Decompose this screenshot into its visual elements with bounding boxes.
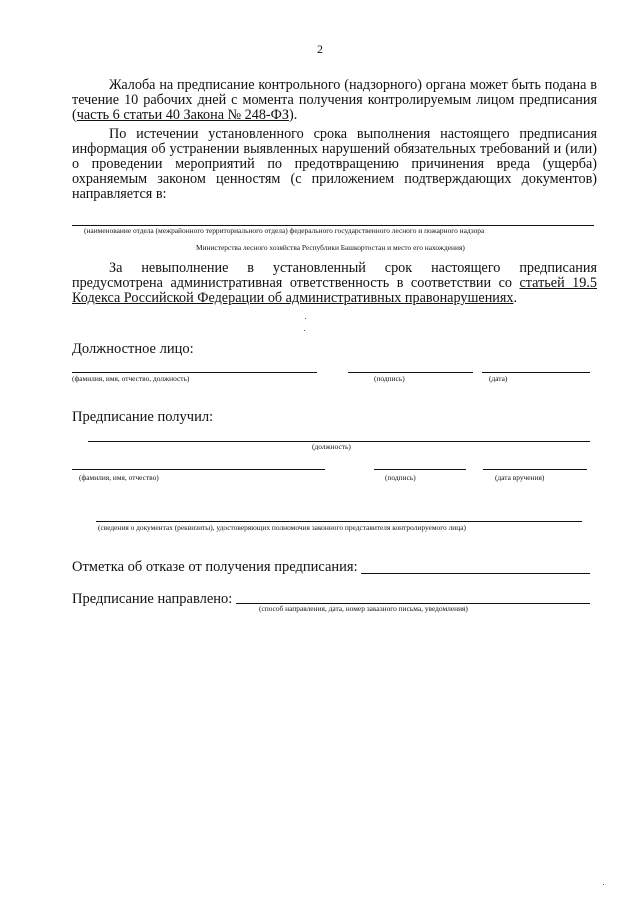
liability-paragraph [72,261,597,306]
sent-label: Предписание направлено: [72,591,233,607]
law-reference-link[interactable]: часть 6 статьи 40 Закона № 248-ФЗ [76,107,289,123]
complaint-paragraph [72,78,597,123]
liability-text: За невыполнение в установленный срок настоящего предписания предусмотрена административная ответственность в соответствии со [72,260,597,291]
received-signature-line[interactable] [374,469,466,470]
official-fio-caption: (фамилия, имя, отчество, должность) [72,374,190,383]
scan-dot [305,318,306,319]
received-fio-caption: (фамилия, имя, отчество) [79,473,159,482]
official-fio-line[interactable] [72,372,317,373]
received-date-caption: (дата вручения) [495,473,545,482]
koap-reference-link[interactable]: статьей 19.5 Кодекса Российской Федерации об административных правонарушениях [72,275,597,306]
department-caption-1: (наименование отдела (межрайонного территориального отдела) федерального государственного лесного и пожарного надзора [84,226,485,235]
refusal-label: Отметка об отказе от получения предписания: [72,559,358,575]
representative-documents-caption: (сведения о документах (реквизиты), удостоверяющих полномочия законного представителя контролируемого лица) [98,523,466,532]
official-signature-line[interactable] [348,372,473,373]
deadline-paragraph: По истечении установленного срока выполнения настоящего предписания информация об устранении выявленных нарушений обязательных требований и (или) о проведении мероприятий по предотвращению причинения вреда (ущерба) охраняемым законом ценностям (с приложением подтверждающих документов) направляется в: [72,126,597,202]
received-label: Предписание получил: [72,409,214,425]
official-signature-caption: (подпись) [374,374,405,383]
scan-dot [603,884,604,885]
scan-dot [304,330,305,331]
complaint-text: Жалоба на предписание контрольного (надзорного) органа может быть подана в течение 10 рабочих дней с момента получения контролируемым лицом предписания ( [72,77,597,123]
representative-documents-line[interactable] [96,521,582,522]
official-date-caption: (дата) [489,374,508,383]
complaint-tail: ). [288,107,298,123]
department-caption-2: Министерства лесного хозяйства Республики Башкортостан и место его нахождения) [196,243,465,252]
sent-caption: (способ направления, дата, номер заказного письма, уведомления) [259,604,468,613]
received-fio-line[interactable] [72,469,325,470]
received-position-caption: (должность) [312,442,351,451]
official-date-line[interactable] [482,372,590,373]
official-label: Должностное лицо: [72,341,194,357]
refusal-fill-line[interactable] [361,573,590,574]
received-date-line[interactable] [483,469,587,470]
liability-tail: . [513,290,518,306]
received-signature-caption: (подпись) [385,473,416,482]
page-number: 2 [317,42,323,56]
